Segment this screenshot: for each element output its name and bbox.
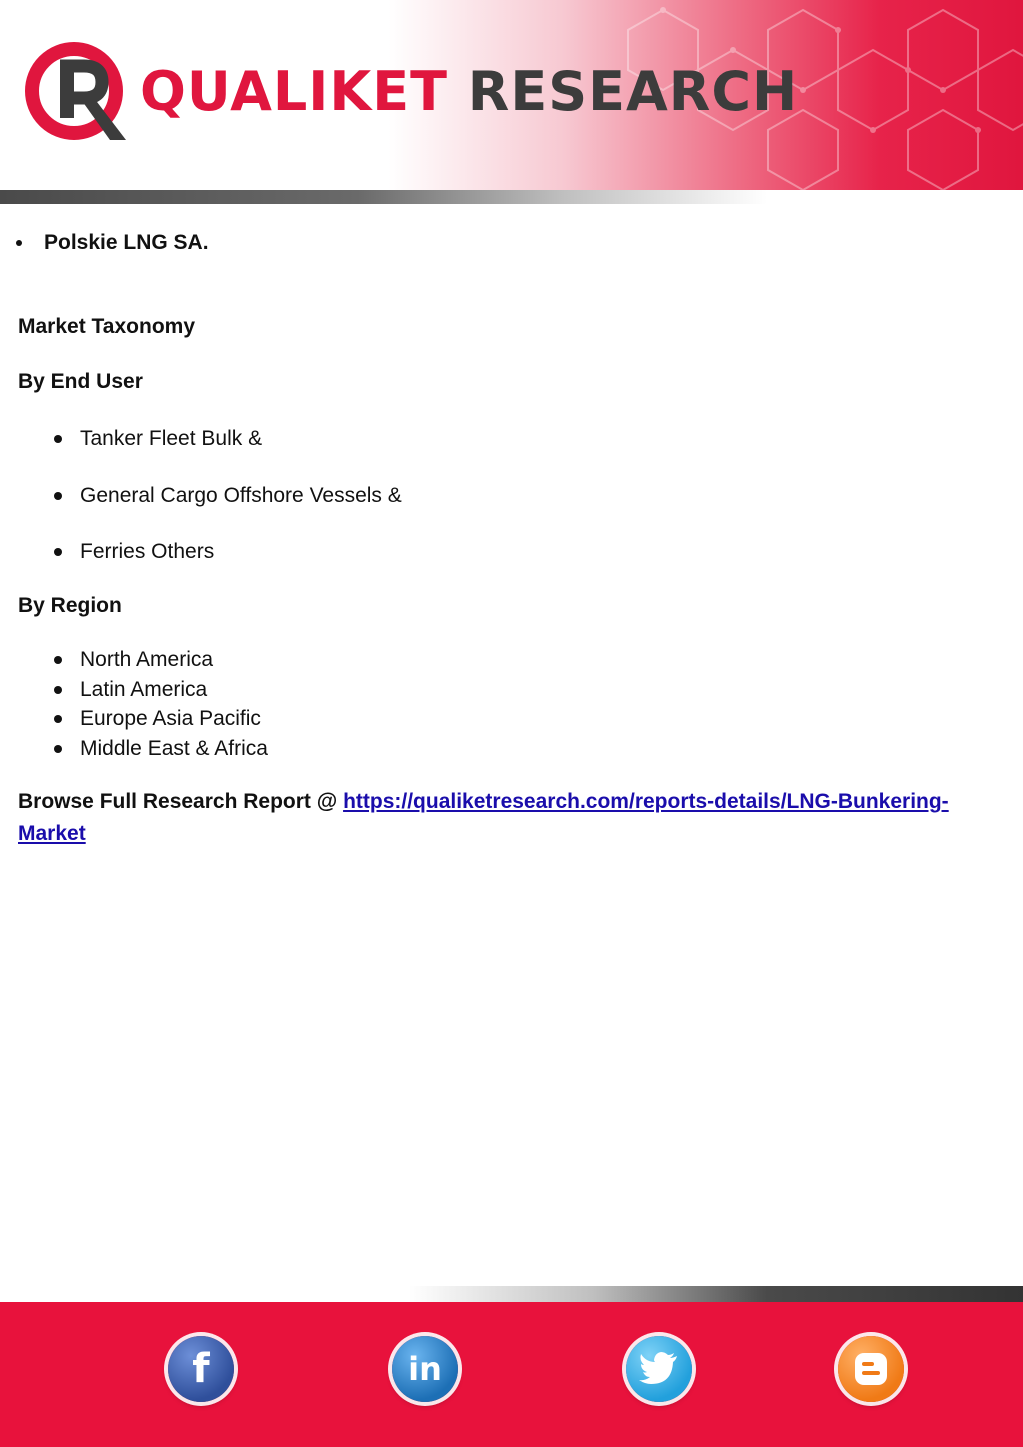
browse-label: Browse Full Research Report @ (18, 790, 344, 813)
top-bullet-text: Polskie LNG SA. (44, 231, 209, 254)
taxonomy-heading: Market Taxonomy (18, 315, 195, 338)
region-item: Europe Asia Pacific (80, 707, 261, 730)
bullet-icon (54, 715, 62, 723)
footer-divider (0, 1286, 1023, 1302)
blogger-glyph (853, 1351, 889, 1387)
region-item: Middle East & Africa (80, 737, 268, 760)
bullet-icon (54, 492, 62, 500)
qualiket-logo-icon (22, 36, 132, 146)
browse-report-line (18, 789, 949, 815)
header-divider (0, 190, 1023, 204)
facebook-icon[interactable]: f (168, 1336, 234, 1402)
end-user-item: General Cargo Offshore Vessels & (80, 484, 402, 507)
bullet-icon (54, 686, 62, 694)
twitter-bird-glyph (639, 1352, 679, 1386)
report-link-continuation[interactable]: Market (18, 822, 86, 845)
brand-wordmark (140, 62, 798, 122)
bullet-icon (54, 745, 62, 753)
bullet-icon (54, 548, 62, 556)
end-user-item: Ferries Others (80, 540, 215, 563)
bullet-icon (16, 240, 22, 246)
bullet-icon (54, 435, 62, 443)
brand-word-qualiket: QUALIKET (140, 60, 448, 123)
bullet-icon (54, 656, 62, 664)
report-link-continuation-line (18, 821, 86, 847)
blogger-icon[interactable] (838, 1336, 904, 1402)
end-user-item: Tanker Fleet Bulk & (80, 427, 263, 450)
region-item: North America (80, 648, 214, 671)
region-heading: By Region (18, 594, 122, 617)
region-item: Latin America (80, 678, 208, 701)
brand-word-research: RESEARCH (467, 60, 799, 123)
page-header (0, 0, 1023, 190)
end-user-heading: By End User (18, 370, 143, 393)
linkedin-icon[interactable]: in (392, 1336, 458, 1402)
report-link[interactable]: https://qualiketresearch.com/reports-details/LNG-Bunkering- (343, 790, 949, 813)
twitter-icon[interactable] (626, 1336, 692, 1402)
